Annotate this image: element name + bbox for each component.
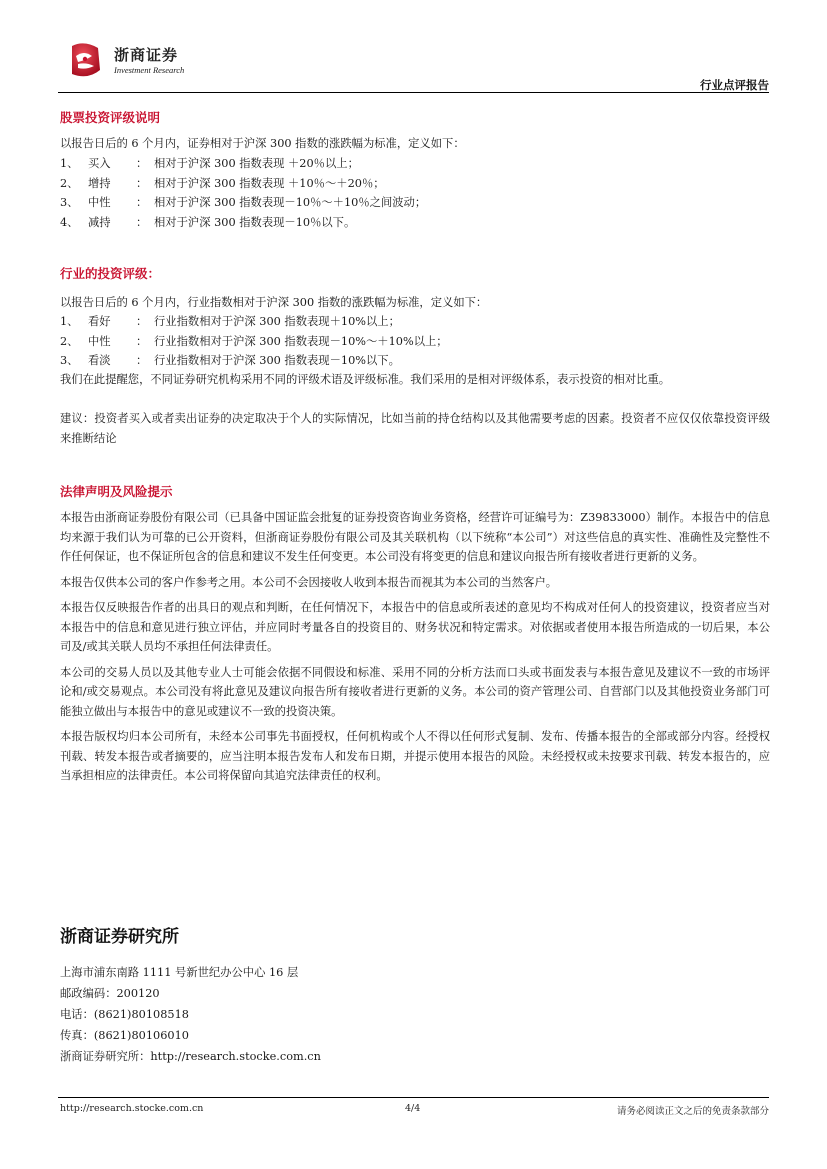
website-link[interactable]: 浙商证券研究所：http://research.stocke.com.cn [60,1050,321,1063]
legal-body [60,508,770,792]
institute-contacts [60,962,321,1067]
stock-rating-intro: 以报告日后的 6 个月内，证券相对于沪深 300 指数的涨跌幅为标准，定义如下： [60,137,465,150]
postcode: 邮政编码：200120 [60,987,160,1000]
legal-title: 法律声明及风险提示 [60,484,173,499]
report-type: 行业点评报告 [700,78,769,92]
brand-subtitle: Investment Research [114,65,185,75]
list-item: 1、 看好 ： 行业指数相对于沪深 300 指数表现＋10%以上； [60,315,400,328]
industry-rating-list [60,312,770,371]
page-number: 4/4 [405,1103,421,1114]
stock-rating-list [60,154,770,232]
header-divider [58,92,769,93]
legal-paragraph: 本公司的交易人员以及其他专业人士可能会依据不同假设和标准、采用不同的分析方法而口头或书面发表与本报告意见及建议不一致的市场评论和/或交易观点。本公司没有将此意见及建议向报告所有接收者进行更新的义务。本公司的资产管理公司、自营部门以及其他投资业务部门可能独立做出与本报告中的意见或建议不一致的投资决策。 [60,665,770,718]
rating-note: 我们在此提醒您，不同证券研究机构采用不同的评级术语及评级标准。我们采用的是相对评级体系，表示投资的相对比重。 [60,373,671,386]
legal-paragraph: 本报告由浙商证券股份有限公司（已具备中国证监会批复的证券投资咨询业务资格，经营许可证编号为：Z39833000）制作。本报告中的信息均来源于我们认为可靠的已公开资料，但浙商证券股份有限公司及其关联机构（以下统称“本公司”）对这些信息的真实性、准确性及完整性不作任何保证，也不保证所包含的信息和建议不发生任何变更。本公司没有将变更的信息和建议向报告所有接收者进行更新的义务。 [60,511,770,563]
legal-paragraph: 本报告仅供本公司的客户作参考之用。本公司不会因接收人收到本报告而视其为本公司的当然客户。 [60,575,558,589]
phone: 电话：(8621)80108518 [60,1008,189,1021]
footer-divider [58,1097,769,1098]
legal-paragraph: 本报告版权均归本公司所有，未经本公司事先书面授权，任何机构或个人不得以任何形式复制、发布、传播本报告的全部或部分内容。经授权刊载、转发本报告或者摘要的，应当注明本报告发布人和发布日期，并提示使用本报告的风险。未经授权或未按要求刊载、转发本报告的，应当承担相应的法律责任。本公司将保留向其追究法律责任的权利。 [60,730,770,782]
footer-disclaimer: 请务必阅读正文之后的免责条款部分 [616,1106,769,1117]
list-item: 1、 买入 ： 相对于沪深 300 指数表现 ＋20％以上； [60,157,359,170]
legal-paragraph: 本报告仅反映报告作者的出具日的观点和判断，在任何情况下，本报告中的信息或所表述的意见均不构成对任何人的投资建议，投资者应当对本报告中的信息和意见进行独立评估，并应同时考量各自的投资目的、财务状况和特定需求。对依据或者使用本报告所造成的一切后果，本公司及/或其关联人员均不承担任何法律责任。 [60,601,770,653]
list-item: 3、 看淡 ： 行业指数相对于沪深 300 指数表现－10%以下。 [60,354,400,367]
list-item: 2、 中性 ： 行业指数相对于沪深 300 指数表现－10%～＋10%以上； [60,334,448,348]
address: 上海市浦东南路 1111 号新世纪办公中心 16 层 [60,966,299,979]
list-item: 4、 减持 ： 相对于沪深 300 指数表现－10％以下。 [60,215,356,229]
brand-name: 浙商证券 [114,46,179,64]
fax: 传真：(8621)80106010 [60,1029,189,1042]
footer-url-link[interactable]: http://research.stocke.com.cn [60,1103,204,1114]
rating-advice: 建议：投资者买入或者卖出证券的决定取决于个人的实际情况，比如当前的持仓结构以及其他需要考虑的因素。投资者不应仅仅依靠投资评级来推断结论 [60,412,770,445]
institute-title: 浙商证券研究所 [60,927,179,947]
list-item: 2、 增持 ： 相对于沪深 300 指数表现 ＋10％～＋20％； [60,176,385,190]
stock-rating-title: 股票投资评级说明 [60,110,161,125]
list-item: 3、 中性 ： 相对于沪深 300 指数表现－10％～＋10％之间波动； [60,196,427,209]
industry-rating-title: 行业的投资评级： [60,266,161,281]
stocke-logo-icon [64,40,104,80]
industry-rating-intro: 以报告日后的 6 个月内，行业指数相对于沪深 300 指数的涨跌幅为标准，定义如下： [60,296,488,309]
